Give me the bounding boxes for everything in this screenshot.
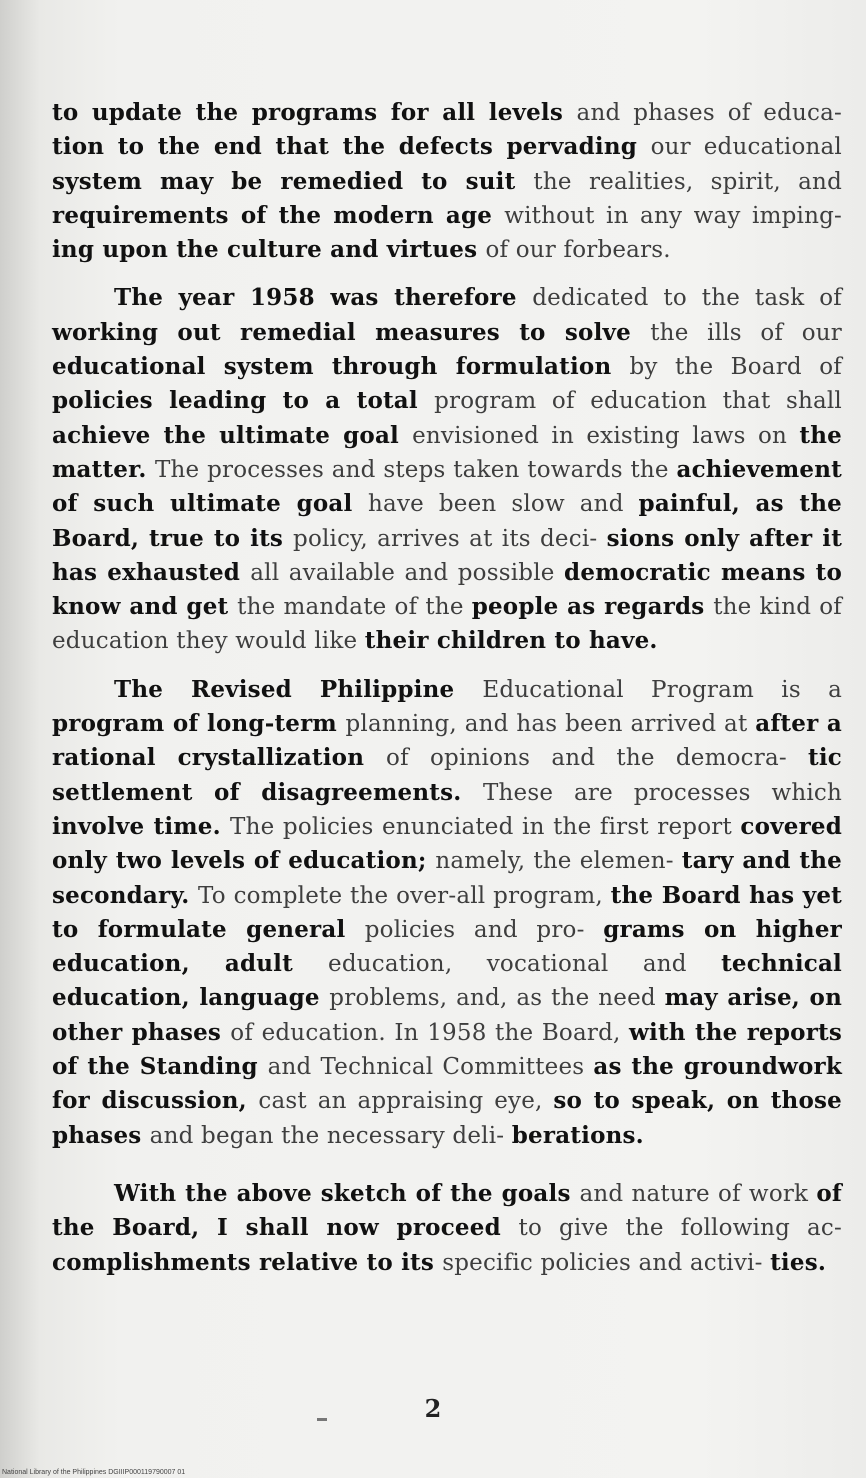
text-run: our educational bbox=[650, 134, 842, 161]
text-run: their children to have. bbox=[364, 627, 658, 655]
text-run: cast an appraising eye, bbox=[258, 1088, 554, 1115]
text-run: by the Board of bbox=[629, 354, 842, 381]
text-run: problems, and, as the need bbox=[329, 985, 665, 1012]
text-run: of education. In 1958 the Board, bbox=[230, 1019, 630, 1046]
text-run: To complete the over-all program, bbox=[197, 882, 611, 909]
text-run: painful, as the Board, true to its bbox=[52, 490, 842, 552]
text-run: complishments relative to its bbox=[52, 1248, 443, 1276]
text-run: of opinions and the democra- bbox=[386, 745, 809, 772]
text-run: The year 1958 was therefore bbox=[114, 284, 533, 312]
text-run: The Revised Philippine bbox=[114, 675, 483, 703]
text-run: and Technical Committees bbox=[267, 1054, 594, 1081]
text-run: all available and possible bbox=[250, 559, 565, 586]
text-run: ing upon the culture and virtues bbox=[52, 236, 486, 264]
text-run: people as regards bbox=[471, 593, 714, 621]
text-run: educational system through formulation bbox=[52, 353, 630, 381]
text-run: democratic means to know and get bbox=[52, 558, 842, 621]
paragraph-2 bbox=[52, 281, 842, 658]
text-run: policies and pro- bbox=[364, 916, 604, 943]
text-run: planning, and has been arrived at bbox=[345, 711, 756, 738]
text-run: to update the programs for all levels bbox=[52, 99, 577, 126]
text-run: These are processes which bbox=[482, 779, 843, 806]
text-run: policy, arrives at its deci- bbox=[293, 525, 607, 552]
text-run: sions only after it has exhausted bbox=[52, 524, 843, 586]
text-run: working out remedial measures to solve bbox=[52, 318, 651, 346]
text-run: Educational Program is a bbox=[482, 676, 842, 703]
text-run: The policies enunciated in the first report bbox=[230, 813, 741, 840]
paragraph-3 bbox=[52, 673, 842, 1153]
text-run: and began the necessary deli- bbox=[149, 1122, 512, 1149]
text-run: dedicated to the task of bbox=[532, 285, 842, 312]
text-run: so to speak, on those phases bbox=[52, 1087, 842, 1149]
text-run: without in any way imping- bbox=[504, 202, 842, 229]
text-run: after a rational crystallization bbox=[52, 710, 842, 772]
text-run: education, vocational and bbox=[328, 951, 722, 978]
text-run: program of long-term bbox=[52, 710, 346, 738]
text-run: have been slow and bbox=[368, 491, 639, 518]
text-run: system may be remedied to suit bbox=[52, 167, 534, 195]
paragraph-4 bbox=[52, 1177, 842, 1280]
text-run: namely, the elemen- bbox=[435, 848, 682, 875]
text-run: With the above sketch of the goals bbox=[114, 1179, 580, 1207]
page-number: 2 bbox=[424, 1394, 442, 1423]
text-run: tion to the end that the defects pervading bbox=[52, 133, 651, 161]
text-run: achievement of such ultimate goal bbox=[52, 455, 842, 518]
text-run: with the reports of the Standing bbox=[52, 1018, 842, 1081]
text-run: program of education that shall bbox=[434, 388, 842, 415]
scan-footer-caption: National Library of the Philippines DGIIIP000119790007 01 bbox=[2, 1469, 186, 1476]
text-run: to give the following ac- bbox=[518, 1215, 842, 1242]
text-run: involve time. bbox=[52, 812, 231, 840]
text-run: the realities, spirit, and bbox=[533, 168, 842, 195]
text-run: and nature of work bbox=[579, 1180, 817, 1207]
text-run: the ills of our bbox=[650, 319, 842, 346]
text-run: tic settlement of disagreements. bbox=[52, 744, 842, 806]
text-run: of the Board, I shall now proceed bbox=[52, 1179, 842, 1242]
text-run: The processes and steps taken towards the bbox=[154, 456, 677, 483]
text-run: ties. bbox=[770, 1248, 827, 1276]
text-run: grams on higher education, adult bbox=[52, 915, 842, 978]
text-run: tary and the secondary. bbox=[52, 847, 842, 909]
text-run: requirements of the modern age bbox=[52, 201, 505, 229]
text-run: as the groundwork for discussion, bbox=[52, 1053, 843, 1115]
text-run: the matter. bbox=[52, 421, 843, 483]
text-run: of our forbears. bbox=[485, 237, 671, 264]
text-run: berations. bbox=[511, 1121, 644, 1149]
paragraph-1 bbox=[52, 96, 842, 267]
text-run: specific policies and activi- bbox=[442, 1249, 771, 1276]
text-run: achieve the ultimate goal bbox=[52, 421, 413, 449]
body-text bbox=[52, 96, 842, 1280]
text-run: the mandate of the bbox=[237, 594, 472, 621]
text-run: and phases of educa- bbox=[576, 100, 842, 126]
text-run: covered only two levels of education; bbox=[52, 812, 842, 875]
text-run: may arise, on other phases bbox=[52, 984, 842, 1046]
text-run: the Board has yet to formulate general bbox=[52, 881, 843, 943]
text-run: envisioned in existing laws on bbox=[412, 422, 800, 449]
text-run: the kind of education they would like bbox=[52, 594, 842, 655]
text-run: policies leading to a total bbox=[52, 387, 435, 415]
text-run: technical education, language bbox=[52, 950, 842, 1012]
